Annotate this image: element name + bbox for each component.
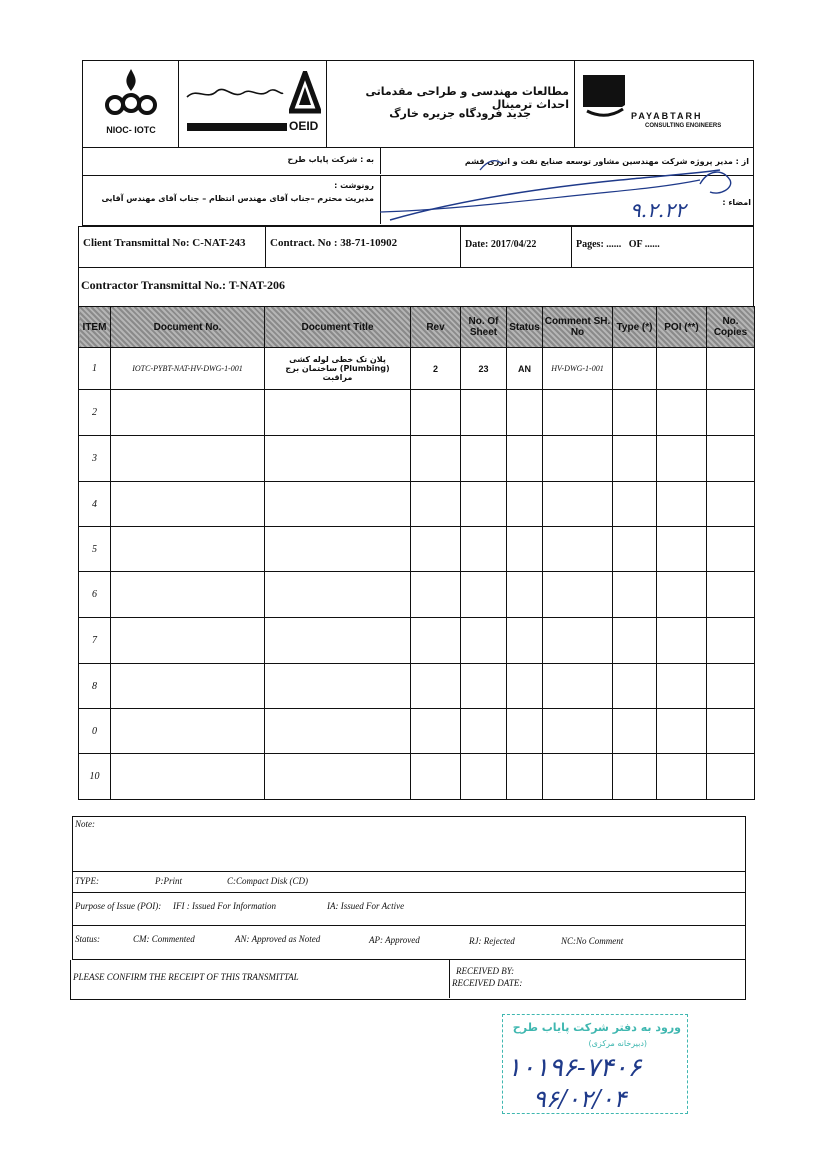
row-poi — [657, 754, 707, 800]
row-type — [613, 436, 657, 482]
poi-ia: IA: Issued For Active — [327, 901, 405, 911]
row-copies — [707, 348, 755, 390]
project-title-line1: مطالعات مهندسی و طراحی مقدماتی احداث ترمینال — [365, 85, 569, 111]
row-document-no — [111, 572, 265, 618]
row-status — [507, 754, 543, 800]
row-sheets — [461, 436, 507, 482]
row-comment — [543, 390, 613, 436]
row-document-title — [265, 754, 411, 800]
row-type — [613, 572, 657, 618]
row-rev — [411, 664, 461, 709]
row-rev — [411, 527, 461, 572]
row-sheets — [461, 390, 507, 436]
poi-label: Purpose of Issue (POI): — [75, 901, 162, 911]
signature-label: امضاء : — [722, 198, 751, 207]
oeid-bar — [187, 123, 287, 131]
project-title-line2: جدید فرودگاه جزیره خارگ — [389, 107, 531, 120]
row-document-no — [111, 390, 265, 436]
pages-count: Pages: ...... OF ...... — [576, 239, 660, 250]
nioc-logo-cell — [83, 61, 179, 147]
row-document-no — [111, 527, 265, 572]
contract-cell — [265, 227, 461, 267]
status-label: Status: — [75, 934, 101, 944]
row-comment — [543, 572, 613, 618]
consultant-name: PAYABTARH — [631, 111, 703, 121]
row-status — [507, 618, 543, 664]
row-poi — [657, 436, 707, 482]
row-rev — [411, 390, 461, 436]
row-document-title — [265, 709, 411, 754]
row-rev — [411, 618, 461, 664]
header-copies: No. Copies — [707, 307, 755, 348]
from-label: از : مدیر پروژه شرکت مهندسین مشاور توسعه صنایع نفت و انرژی قشم — [464, 157, 749, 166]
header-type: Type (*) — [613, 307, 657, 348]
signature-note: ۹.۲.۲۲ — [630, 198, 686, 222]
row-rev — [411, 482, 461, 527]
header-comment: Comment SH. No — [543, 307, 613, 348]
stamp-number: ۱۰۱۹۶-۷۴۰۶ — [507, 1053, 642, 1083]
row-comment — [543, 754, 613, 800]
row-item: 5 — [79, 527, 111, 572]
row-document-title — [265, 482, 411, 527]
row-copies — [707, 482, 755, 527]
status-cm: CM: Commented — [133, 934, 195, 944]
table-row — [79, 436, 755, 482]
pages-cell — [571, 227, 753, 267]
receipt-stamp — [502, 1014, 688, 1114]
transmittal-info-row — [78, 226, 754, 268]
header-poi: POI (**) — [657, 307, 707, 348]
consultant-logo-cell — [575, 61, 753, 147]
poi-ifi: IFI : Issued For Information — [173, 901, 276, 911]
row-status: AN — [507, 348, 543, 390]
row-copies — [707, 527, 755, 572]
project-title-cell — [327, 61, 575, 147]
status-row — [72, 926, 746, 960]
type-label: TYPE: — [75, 876, 100, 886]
row-type — [613, 709, 657, 754]
row-item: 10 — [79, 754, 111, 800]
document-table — [78, 306, 755, 800]
row-document-title — [265, 436, 411, 482]
row-rev — [411, 709, 461, 754]
status-rj: RJ: Rejected — [469, 936, 515, 946]
oeid-logo-cell — [179, 61, 327, 147]
transmittal-date: Date: 2017/04/22 — [465, 239, 537, 250]
row-document-title: پلان تک خطی لوله کشی (Plumbing) ساختمان برج مراقبت — [265, 348, 411, 390]
row-comment — [543, 664, 613, 709]
row-comment — [543, 709, 613, 754]
contract-no: Contract. No : 38-71-10902 — [270, 237, 398, 249]
row-document-title — [265, 390, 411, 436]
header-status: Status — [507, 307, 543, 348]
oeid-logo-icon — [289, 71, 321, 121]
row-type — [613, 390, 657, 436]
row-sheets — [461, 482, 507, 527]
nioc-label: NIOC- IOTC — [106, 125, 156, 135]
row-comment — [543, 436, 613, 482]
row-item: 7 — [79, 618, 111, 664]
cc-cell — [83, 176, 381, 224]
row-sheets — [461, 754, 507, 800]
row-document-title — [265, 527, 411, 572]
row-sheets — [461, 527, 507, 572]
row-item: 4 — [79, 482, 111, 527]
header-document-no: Document No. — [111, 307, 265, 348]
row-type — [613, 527, 657, 572]
row-item: 1 — [79, 348, 111, 390]
row-item: 6 — [79, 572, 111, 618]
row-copies — [707, 664, 755, 709]
header-sheets: No. Of Sheet — [461, 307, 507, 348]
consultant-sub: CONSULTING ENGINEERS — [645, 123, 722, 129]
status-an: AN: Approved as Noted — [235, 934, 321, 944]
row-poi — [657, 618, 707, 664]
stamp-line1: ورود به دفتر شرکت پایاب طرح — [512, 1021, 681, 1034]
table-row — [79, 754, 755, 800]
row-item: 8 — [79, 664, 111, 709]
header-item: ITEM — [79, 307, 111, 348]
type-print: P:Print — [155, 876, 182, 886]
row-document-no — [111, 618, 265, 664]
row-copies — [707, 754, 755, 800]
row-type — [613, 618, 657, 664]
table-row — [79, 390, 755, 436]
row-document-no — [111, 709, 265, 754]
row-status — [507, 572, 543, 618]
row-comment — [543, 527, 613, 572]
row-type — [613, 482, 657, 527]
cc-label: رونوشت : — [334, 181, 374, 190]
row-poi — [657, 348, 707, 390]
row-sheets — [461, 618, 507, 664]
row-item: 2 — [79, 390, 111, 436]
row-copies — [707, 618, 755, 664]
row-status — [507, 436, 543, 482]
row-document-title — [265, 572, 411, 618]
row-rev: 2 — [411, 348, 461, 390]
type-row — [72, 872, 746, 892]
table-row — [79, 348, 755, 390]
row-poi — [657, 390, 707, 436]
note-box — [72, 816, 746, 872]
row-status — [507, 482, 543, 527]
row-comment — [543, 618, 613, 664]
row-type — [613, 664, 657, 709]
contractor-row — [78, 268, 754, 306]
table-row — [79, 482, 755, 527]
header-band — [82, 60, 754, 148]
row-comment — [543, 482, 613, 527]
row-type — [613, 754, 657, 800]
contractor-transmittal-no: Contractor Transmittal No.: T-NAT-206 — [81, 278, 285, 292]
row-copies — [707, 390, 755, 436]
confirm-text: PLEASE CONFIRM THE RECEIPT OF THIS TRANSMITTAL — [73, 972, 299, 982]
row-status — [507, 664, 543, 709]
row-document-no — [111, 482, 265, 527]
row-poi — [657, 664, 707, 709]
status-ap: AP: Approved — [369, 935, 420, 945]
row-comment: HV-DWG-1-001 — [543, 348, 613, 390]
row-document-title — [265, 664, 411, 709]
row-sheets — [461, 709, 507, 754]
header-document-title: Document Title — [265, 307, 411, 348]
row-item: 3 — [79, 436, 111, 482]
row-document-no: IOTC-PYBT-NAT-HV-DWG-1-001 — [111, 348, 265, 390]
confirm-row — [70, 960, 746, 1000]
table-row — [79, 572, 755, 618]
row-status — [507, 390, 543, 436]
stamp-line2: (دبیرخانه مرکزی) — [588, 1039, 647, 1048]
status-nc: NC:No Comment — [561, 936, 624, 946]
oeid-script — [185, 83, 285, 103]
received-cell — [449, 960, 745, 998]
row-rev — [411, 754, 461, 800]
row-status — [507, 709, 543, 754]
table-body — [79, 348, 755, 800]
row-document-no — [111, 436, 265, 482]
row-poi — [657, 527, 707, 572]
table-row — [79, 527, 755, 572]
stamp-date: ۹۶/۰۲/۰۴ — [533, 1085, 627, 1113]
oeid-label: OEID — [289, 119, 319, 133]
type-cd: C:Compact Disk (CD) — [227, 876, 308, 886]
row-item: 0 — [79, 709, 111, 754]
table-row — [79, 709, 755, 754]
row-poi — [657, 572, 707, 618]
row-copies — [707, 436, 755, 482]
row-type — [613, 348, 657, 390]
table-row — [79, 618, 755, 664]
received-date: RECEIVED DATE: — [452, 978, 523, 988]
row-poi — [657, 709, 707, 754]
poi-row — [72, 892, 746, 926]
row-document-no — [111, 664, 265, 709]
document-table-wrap — [78, 306, 752, 800]
header-rev: Rev — [411, 307, 461, 348]
to-cell — [83, 148, 381, 174]
cc-value: مدیریت محترم –جناب آقای مهندس انتظام – جناب آقای مهندس آقایی — [101, 194, 374, 203]
row-document-title — [265, 618, 411, 664]
row-status — [507, 527, 543, 572]
to-label: به : شرکت پایاب طرح — [287, 155, 374, 164]
row-poi — [657, 482, 707, 527]
payabtarh-logo-icon — [583, 75, 625, 119]
table-header-row — [79, 307, 755, 348]
client-transmittal-no: Client Transmittal No: C-NAT-243 — [83, 237, 246, 249]
row-copies — [707, 709, 755, 754]
row-sheets — [461, 664, 507, 709]
row-rev — [411, 572, 461, 618]
row-sheets: 23 — [461, 348, 507, 390]
nioc-flame-icon — [105, 67, 157, 117]
row-document-no — [111, 754, 265, 800]
table-row — [79, 664, 755, 709]
row-sheets — [461, 572, 507, 618]
row-copies — [707, 572, 755, 618]
note-label: Note: — [75, 819, 95, 829]
signature-scribble — [370, 140, 750, 230]
row-rev — [411, 436, 461, 482]
received-by: RECEIVED BY: — [456, 966, 515, 976]
